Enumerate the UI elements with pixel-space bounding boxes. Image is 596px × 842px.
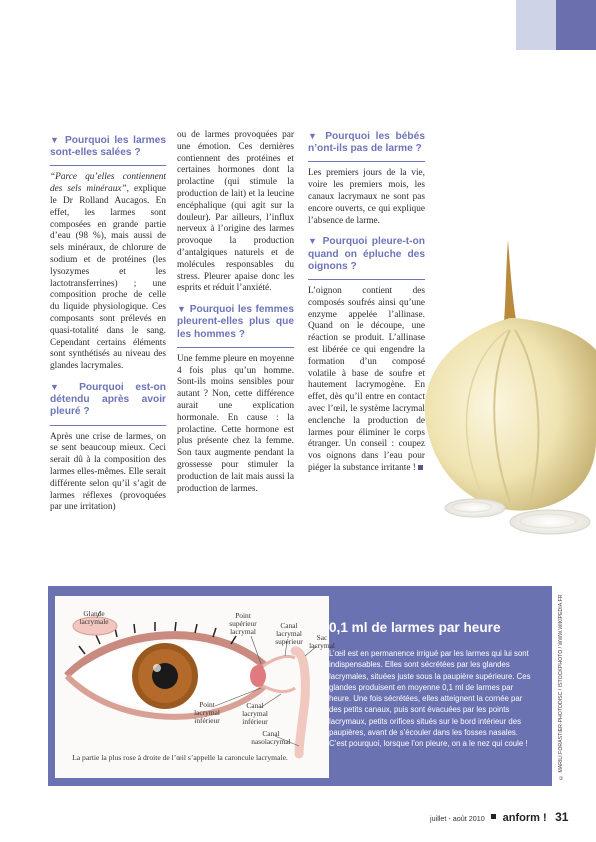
info-panel (48, 586, 552, 786)
question-heading: ▼ Pourquoi les larmes sont-elles salées ? (50, 134, 166, 166)
triangle-icon: ▼ (308, 131, 326, 141)
triangle-icon: ▼ (50, 381, 80, 392)
paragraph: Les premiers jours de la vie, voire les premiers mois, les canaux lacrymaux ne sont pas encore ouverts, ce qui explique l’absence de larme. (308, 168, 425, 226)
question-heading: ▼ Pourquoi les femmes pleurent-elles plus que les hommes ? (177, 303, 294, 348)
paragraph: Après une crise de larmes, on se sent beaucoup mieux. Ceci serait dû à la composition des larmes elles-mêmes. Elle serait différente selon qu’il s’agit de larmes réflexes (provoquées par une irritation) (50, 431, 166, 513)
panel-title: 0,1 ml de larmes par heure (329, 620, 501, 635)
label-sac-lacrymal: Sac lacrymal (309, 633, 335, 650)
column-2 (177, 130, 294, 503)
diagram-caption: La partie la plus rose à droite de l’œil s’appelle la caroncule lacrymale. (72, 753, 288, 762)
label-canal-nasolacrymal: Canal nasolacrymal (251, 729, 291, 746)
triangle-icon: ▼ (177, 304, 190, 315)
corner-tab-dark (556, 0, 596, 50)
question-heading: ▼ Pourquoi est-on détendu après avoir pleuré ? (50, 381, 166, 426)
question-heading: ▼ Pourquoi les bébés n’ont-ils pas de larme ? (308, 130, 425, 162)
corner-tab-light (516, 0, 556, 50)
page-footer (430, 808, 570, 826)
eye-diagram (55, 596, 335, 778)
paragraph: L’oignon contient des composés soufrés ainsi qu’une enzyme appelée l’allinase. Quand on le découpe, une réaction se produit. L’allinase est libérée ce qui engendre la formation d’un composé volatile à base de soufre et hautement lacrymogène. En effet, dès qu’il entre en contact avec l’œil, le système lacrymal enclenche la production de larmes pour éliminer le corps étranger. Un conseil : coupez vos oignons dans l’eau pour piéger la substance irritante ! (308, 286, 425, 473)
magazine-name: anform ! (502, 812, 547, 824)
label-point-inferieur: Point lacrymal inférieur (194, 700, 220, 725)
label-canal-inferieur: Canal lacrymal inférieur (242, 701, 268, 726)
paragraph: ou de larmes provoquées par une émotion. Ces dernières contiennent des protéines et certaines hormones dont la prolactine (qui stimule la production de lait) et la leucine encéphalique (qui agit sur la douleur). Par ailleurs, l’influx nerveux à l’origine des larmes provoque la production d’antalgiques naturels et de molécules responsables du stress. Pleurer apaise donc les esprits et réduit l’anxiété. (177, 130, 294, 294)
triangle-icon: ▼ (50, 135, 66, 145)
column-3 (308, 130, 425, 483)
column-1 (50, 134, 166, 522)
question-heading: ▼ Pourquoi pleure-t-on quand on épluche des oignons ? (308, 235, 425, 280)
onion-image (420, 240, 596, 540)
paragraph: “Parce qu’elles contiennent des sels minéraux”, explique le Dr Rolland Aucagos. En effet, les larmes sont composées en grande partie d’eau (98 %), mais aussi de sels minéraux, de chlorure de sodium et de protéines (les lysozymes et les lactotransferrines) ; une composition proche de celle du liquide physiologique. Ces composants sont prélevés en quasi-totalité dans le sang. Cependant certains éléments sont synthétisés au niveau des glandes lacrymales. (50, 172, 166, 372)
separator-square-icon (491, 814, 496, 819)
triangle-icon: ▼ (308, 236, 323, 247)
paragraph: Une femme pleure en moyenne 4 fois plus qu’un homme. Sont-ils moins sensibles pour autant ? Non, cette différence aurait une explication hormonale. En cause : la prolactine. Cette hormone est plus présente chez la femme. Son taux augmente pendant la grossesse pour stimuler la production de lait mais aussi la production de larmes. (177, 353, 294, 494)
label-canal-superieur: Canal lacrymal supérieur (275, 621, 303, 646)
label-glande-lacrymale: Glande lacrymale (79, 609, 109, 626)
photo-credit: © MARILI FORASTIER-PHOTODISC / ISTOCKPHOTO / WWW.WIKIPEDIA.FR (558, 594, 564, 780)
page-number: 31 (555, 810, 569, 824)
quote: “Parce qu’elles contiennent des sels minéraux” (50, 172, 166, 195)
issue-date: juillet - août 2010 (430, 814, 485, 823)
label-point-superieur: Point supérieur lacrymal (229, 611, 257, 636)
corner-tabs (516, 0, 596, 50)
panel-body: L’œil est en permanence irrigué par les larmes qui lui sont indispensables. Elles sont sécrétées par les glandes lacrymales, situées juste sous la paupière supérieure. Ces glandes produisent en moyenne 0,1 ml de larmes par heure. Une fois sécrétées, elles atteignent la cornée par des petits canaux, puis sont évacuées par les points lacrymaux, petits orifices situés sur le bord intérieur des paupières, avant de s’écouler dans les fosses nasales. C’est pourquoi, lorsque l’on pleure, on a le nez qui coule ! (329, 649, 531, 749)
